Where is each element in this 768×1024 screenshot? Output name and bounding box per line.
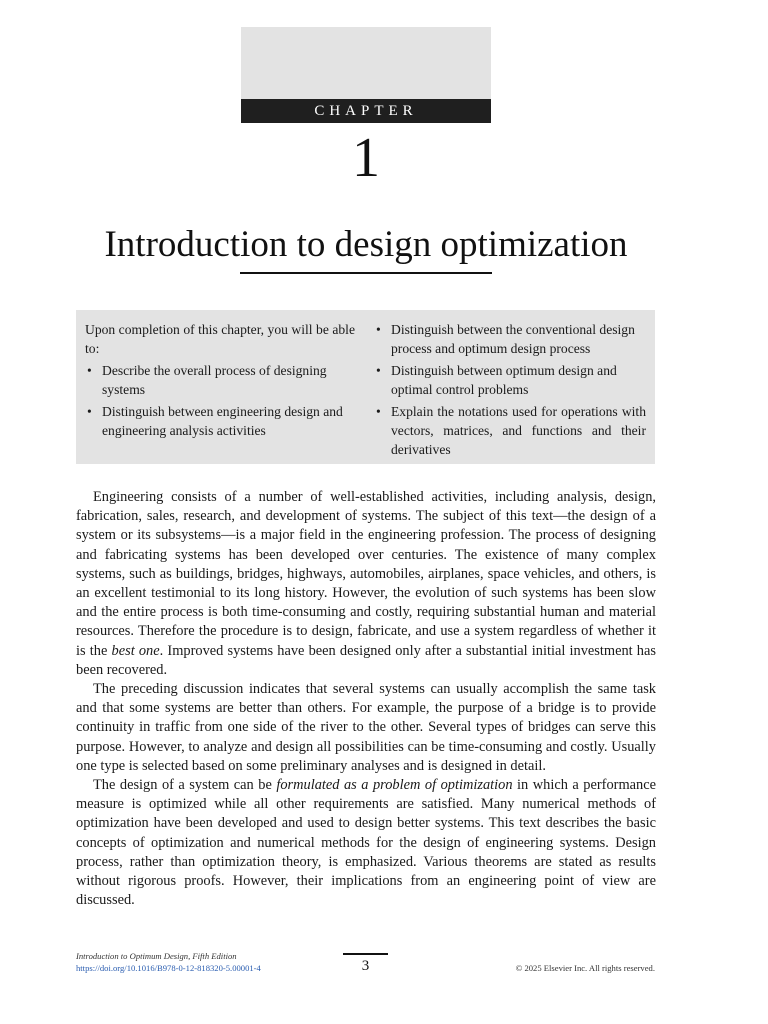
learning-objectives-box bbox=[76, 310, 655, 464]
bullet-icon: • bbox=[376, 363, 381, 378]
chapter-number: 1 bbox=[352, 127, 380, 189]
objective-text: Distinguish between engineering design and engineering analysis activities bbox=[102, 404, 343, 438]
objective-item bbox=[374, 361, 646, 399]
objective-text: Explain the notations used for operations with vectors, matrices, and functions and their derivatives bbox=[391, 404, 646, 457]
bullet-icon: • bbox=[376, 322, 381, 337]
copyright-notice: © 2025 Elsevier Inc. All rights reserved. bbox=[515, 963, 655, 973]
title-underline bbox=[240, 272, 492, 274]
chapter-label: CHAPTER bbox=[241, 99, 491, 123]
paragraph-2: The preceding discussion indicates that several systems can usually accomplish the same task and that some systems are better than others. For example, the purpose of a bridge is to provide continuity in traffic from one side of the river to the other. Several types of bridges can serve this purpose. However, to analyze and design all possibilities can be time-consuming and costly. Usually one type is selected based on some preliminary analyses and is designed in detail. bbox=[76, 681, 656, 774]
book-title: Introduction to Optimum Design, Fifth Edition bbox=[76, 951, 237, 961]
paragraph-3-text-b: in which a performance measure is optimized while all other requirements are satisfied. Many numerical methods of optimization have been developed and used to design better systems. This text describes the basic concepts of optimization and numerical methods for the design of engineering systems. Design process, rather than optimization theory, is emphasized. Various theorems are stated as results without rigorous proofs. However, their implications from an engineering point of view are discussed. bbox=[76, 777, 656, 909]
paragraph-3-text-a: The design of a system can be bbox=[93, 777, 277, 794]
bullet-icon: • bbox=[376, 404, 381, 419]
objective-text: Distinguish between optimum design and optimal control problems bbox=[391, 363, 617, 397]
page-number: 3 bbox=[361, 958, 370, 974]
objective-item bbox=[85, 361, 355, 399]
bullet-icon: • bbox=[87, 404, 92, 419]
chapter-header-block bbox=[241, 27, 491, 123]
paragraph-3-emphasis: formulated as a problem of optimization bbox=[276, 777, 513, 794]
chapter-title: Introduction to design optimization bbox=[104, 224, 628, 265]
paragraph-1-text-b: . Improved systems have been designed only after a substantial initial investment has been recovered. bbox=[76, 642, 656, 678]
page-number-rule bbox=[343, 953, 388, 955]
objective-item bbox=[85, 402, 355, 440]
bullet-icon: • bbox=[87, 363, 92, 378]
doi-link[interactable]: https://doi.org/10.1016/B978-0-12-818320-5.00001-4 bbox=[76, 963, 261, 973]
objective-text: Distinguish between the conventional design process and optimum design process bbox=[391, 322, 635, 356]
paragraph-1-emphasis: best one bbox=[111, 642, 160, 659]
objectives-intro: Upon completion of this chapter, you will be able to: bbox=[85, 322, 355, 356]
paragraph-1 bbox=[76, 488, 656, 680]
chapter-body bbox=[76, 488, 656, 910]
objectives-left-column bbox=[85, 320, 355, 443]
objective-text: Describe the overall process of designing systems bbox=[102, 363, 327, 397]
objective-item bbox=[374, 402, 646, 459]
paragraph-1-text-a: Engineering consists of a number of well-established activities, including analysis, design, fabrication, sales, research, and development of systems. The subject of this text—the design of a system or its subsystems—is a major field in the engineering profession. The process of designing and fabricating systems has been developed over centuries. The existence of many complex systems, such as buildings, bridges, highways, automobiles, airplanes, space vehicles, and others, is an excellent testimonial to its long history. However, the evolution of such systems has been slow and the entire process is both time-consuming and costly, requiring substantial human and material resources. Therefore the procedure is to design, fabricate, and use a system regardless of whether it is the bbox=[76, 489, 656, 659]
paragraph-3 bbox=[76, 776, 656, 910]
objectives-right-column bbox=[374, 320, 646, 462]
objective-item bbox=[374, 320, 646, 358]
footer-citation bbox=[76, 950, 261, 974]
